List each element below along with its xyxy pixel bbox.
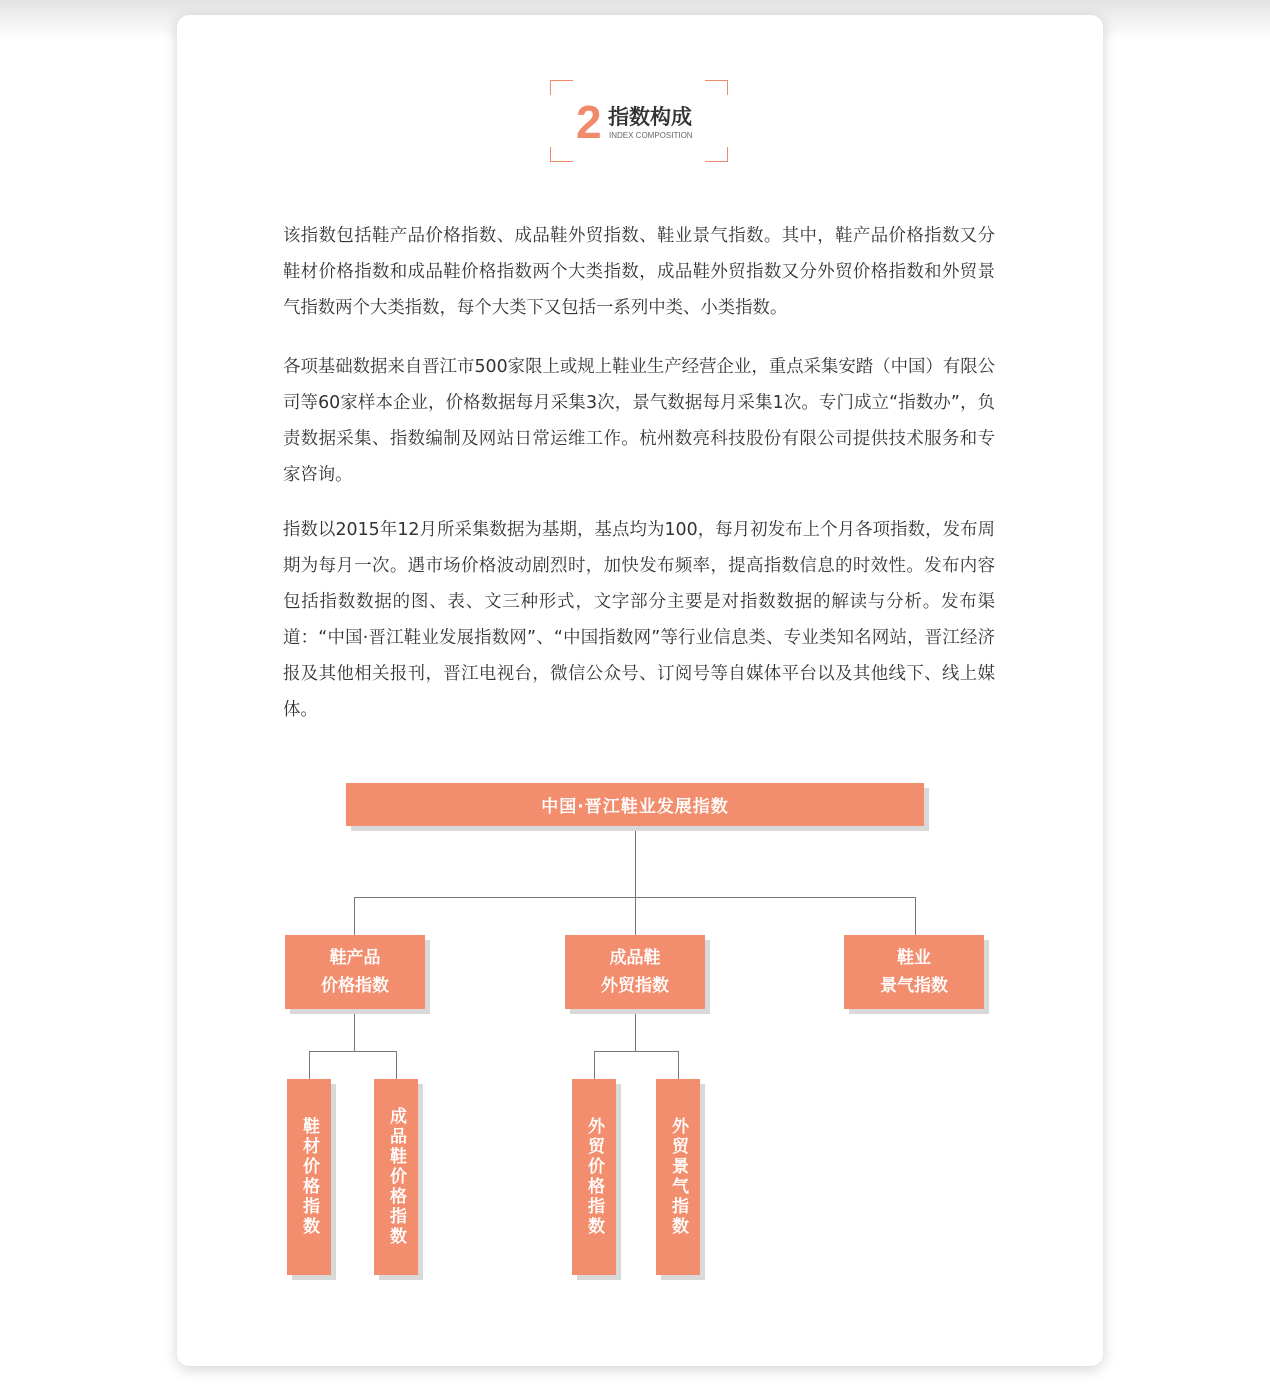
corner-bracket (705, 80, 728, 95)
index-root-label: 中国·晋江鞋业发展指数 (541, 797, 729, 817)
section-number: 2 (576, 96, 602, 148)
subindex-box-finished-shoe-price (374, 1079, 418, 1275)
subindex-label: 鞋材价格指数 (299, 1117, 319, 1237)
connector-line (635, 826, 636, 897)
subindex-box-trade-prosperity (656, 1079, 700, 1275)
section-title: 指数构成 (608, 105, 692, 129)
category-label-line1: 成品鞋 (609, 948, 661, 968)
connector-line (354, 1009, 355, 1051)
connector-line (635, 1009, 636, 1051)
connector-line (396, 1051, 397, 1079)
connector-line (309, 1051, 397, 1052)
category-box-shoe-price (285, 935, 425, 1009)
category-label-line1: 鞋业 (897, 948, 931, 968)
subindex-box-trade-price (572, 1079, 616, 1275)
connector-line (915, 897, 916, 935)
corner-bracket (550, 147, 573, 162)
connector-line (354, 897, 355, 935)
section-heading (550, 80, 728, 162)
category-box-trade (565, 935, 705, 1009)
index-root-box (346, 783, 924, 826)
category-label-line2: 价格指数 (321, 976, 389, 996)
subindex-box-material-price (287, 1079, 331, 1275)
connector-line (678, 1051, 679, 1079)
subindex-label: 外贸景气指数 (668, 1117, 688, 1237)
category-label-line2: 景气指数 (880, 976, 948, 996)
connector-line (635, 897, 636, 935)
category-label-line2: 外贸指数 (601, 976, 669, 996)
category-label-line1: 鞋产品 (329, 948, 381, 968)
corner-bracket (705, 147, 728, 162)
paragraph-publication: 指数以2015年12月所采集数据为基期，基点均为100，每月初发布上个月各项指数，发布周期为每月一次。遇市场价格波动剧烈时，加快发布频率，提高指数信息的时效性。发布内容包括指数数据的图、表、文三种形式，文字部分主要是对指数数据的解读与分析。发布渠道：“中国·晋江鞋业发展指数网”、“中国指数网”等行业信息类、专业类知名网站，晋江经济报及其他相关报刊，晋江电视台，微信公众号、订阅号等自媒体平台以及其他线下、线上媒体。 (283, 520, 995, 720)
corner-bracket (550, 80, 573, 95)
connector-line (594, 1051, 679, 1052)
paragraph-data-source: 各项基础数据来自晋江市500家限上或规上鞋业生产经营企业，重点采集安踏（中国）有限公司等60家样本企业，价格数据每月采集3次，景气数据每月采集1次。专门成立“指数办”，负责数据采集、指数编制及网站日常运维工作。杭州数亮科技股份有限公司提供技术服务和专家咨询。 (283, 357, 995, 485)
subindex-label: 外贸价格指数 (584, 1117, 604, 1237)
connector-line (594, 1051, 595, 1079)
connector-line (309, 1051, 310, 1079)
paragraph-composition: 该指数包括鞋产品价格指数、成品鞋外贸指数、鞋业景气指数。其中，鞋产品价格指数又分鞋材价格指数和成品鞋价格指数两个大类指数，成品鞋外贸指数又分外贸价格指数和外贸景气指数两个大类指数，每个大类下又包括一系列中类、小类指数。 (283, 226, 995, 318)
subindex-label: 成品鞋价格指数 (386, 1107, 406, 1247)
category-box-prosperity (844, 935, 984, 1009)
section-subtitle: INDEX COMPOSITION (609, 131, 693, 140)
content-card (177, 15, 1103, 1366)
